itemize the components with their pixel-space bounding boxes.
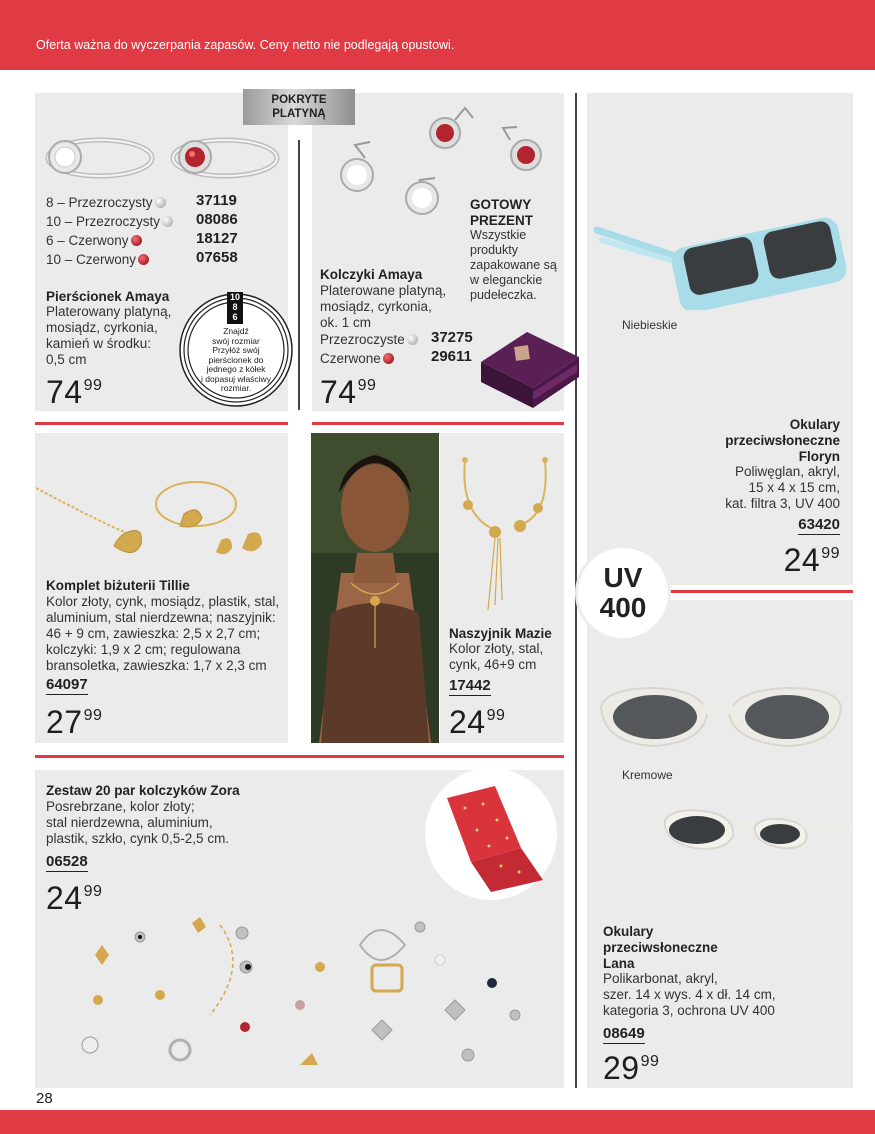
blue-sunglasses-image xyxy=(592,200,850,310)
mazie-code: 17442 xyxy=(449,677,491,694)
red-swatch-icon xyxy=(383,353,394,364)
earrings-variant: Przezroczyste xyxy=(320,332,418,348)
mazie-necklace-image xyxy=(450,440,560,620)
floryn-price: $24^{99}$ xyxy=(783,542,840,578)
ring-sizer xyxy=(178,292,294,408)
ring-variant-code: 07658 xyxy=(196,249,238,266)
tillie-description: Kolor złoty, cynk, mosiądz, plastik, stal, aluminium, stal nierdzewna; naszyjnik: 46 + 9 cm, zawieszka: 2,5 x 2,7 cm; kolczyki: 1,9 x 2 cm; regulowana bransoletka, zawieszka: 1,7 x 2,3 cm xyxy=(46,594,280,673)
ring-variant-code: 37119 xyxy=(196,192,237,209)
zora-earrings-image xyxy=(60,905,560,1075)
platinum-badge: POKRYTE PLATYNĄ xyxy=(243,89,355,125)
tillie-title: Komplet biżuterii Tillie xyxy=(46,578,190,593)
mazie-price: $24^{99}$ xyxy=(449,704,506,740)
mazie-description: Kolor złoty, stal, cynk, 46+9 cm xyxy=(449,641,544,672)
rings-image xyxy=(40,125,285,190)
lana-code: 08649 xyxy=(603,1025,645,1042)
zora-description: Posrebrzane, kolor złoty; stal nierdzewna, aluminium, plastik, szkło, cynk 0,5-2,5 cm. xyxy=(46,799,230,846)
gift-title: GOTOWY PREZENT xyxy=(470,197,534,228)
mazie-title: Naszyjnik Mazie xyxy=(449,626,552,641)
model-photo xyxy=(311,433,439,743)
floryn-title: Okulary przeciwsłoneczne Floryn xyxy=(725,417,840,464)
earrings-variant: Czerwone xyxy=(320,351,394,367)
tillie-price: $27^{99}$ xyxy=(46,704,103,740)
offer-note: Oferta ważna do wyczerpania zapasów. Ceny netto nie podlegają opustowi. xyxy=(36,38,455,52)
divider xyxy=(670,590,853,593)
zora-title: Zestaw 20 par kolczyków Zora xyxy=(46,783,240,798)
page-number: 28 xyxy=(36,1090,53,1107)
blue-color-label: Niebieskie xyxy=(622,318,678,332)
earrings-variant-code: 29611 xyxy=(431,348,472,365)
sizer-number: 10 xyxy=(229,292,240,302)
footer-bar xyxy=(0,1110,875,1134)
gift-description: Wszystkie produkty zapakowane są w eleganckie pudełeczka. xyxy=(470,228,557,302)
clear-swatch-icon xyxy=(155,197,166,208)
zora-price: $24^{99}$ xyxy=(46,880,103,916)
earrings-description: Platerowane platyną, mosiądz, cyrkonia, ok. 1 cm xyxy=(320,283,447,330)
divider xyxy=(298,140,300,410)
floryn-description: Poliwęglan, akryl, 15 x 4 x 15 cm, kat. filtra 3, UV 400 xyxy=(725,464,840,511)
clear-swatch-icon xyxy=(407,334,418,345)
sizer-text: Znajdź swój rozmiar Przyłóż swój pierścionek do jednego z kółek i dopasuj właściwy rozmiar. xyxy=(201,326,271,393)
divider xyxy=(35,755,564,758)
divider xyxy=(35,422,288,425)
ring-variant: 6 – Czerwony xyxy=(46,233,142,249)
cream-color-label: Kremowe xyxy=(622,768,673,782)
uv400-badge: UV 400 xyxy=(575,545,671,641)
lana-title: Okulary przeciwsłoneczne Lana xyxy=(603,924,718,971)
cream-sunglasses-image xyxy=(595,680,847,756)
red-swatch-icon xyxy=(131,235,142,246)
ring-description: Platerowany platyną, mosiądz, cyrkonia, kamień w środku: 0,5 cm xyxy=(46,304,172,367)
earring-card-sticker xyxy=(425,768,557,900)
red-swatch-icon xyxy=(138,254,149,265)
offer-banner xyxy=(0,0,875,70)
gift-box-image xyxy=(477,322,583,414)
cream-sunglasses-side-image xyxy=(655,800,855,860)
lana-price: $29^{99}$ xyxy=(603,1050,660,1086)
divider xyxy=(312,422,564,425)
ring-variant-code: 08086 xyxy=(196,211,238,228)
ring-price: $74^{99}$ xyxy=(46,374,103,410)
earrings-title: Kolczyki Amaya xyxy=(320,267,423,282)
sizer-number: 6 xyxy=(232,312,238,322)
sizer-number: 8 xyxy=(232,302,238,312)
earrings-variant-code: 37275 xyxy=(431,329,473,346)
tillie-jewelry-image xyxy=(36,470,286,570)
ring-variant: 8 – Przezroczysty xyxy=(46,195,166,211)
floryn-code: 63420 xyxy=(798,516,840,533)
lana-description: Polikarbonat, akryl, szer. 14 x wys. 4 x dł. 14 cm, kategoria 3, ochrona UV 400 xyxy=(603,971,776,1018)
ring-variant: 10 – Przezroczysty xyxy=(46,214,173,230)
tillie-code: 64097 xyxy=(46,676,88,693)
ring-title: Pierścionek Amaya xyxy=(46,289,170,304)
clear-swatch-icon xyxy=(162,216,173,227)
earrings-price: $74^{99}$ xyxy=(320,374,377,410)
zora-code: 06528 xyxy=(46,853,88,870)
ring-variant-code: 18127 xyxy=(196,230,238,247)
ring-variant: 10 – Czerwony xyxy=(46,252,149,268)
